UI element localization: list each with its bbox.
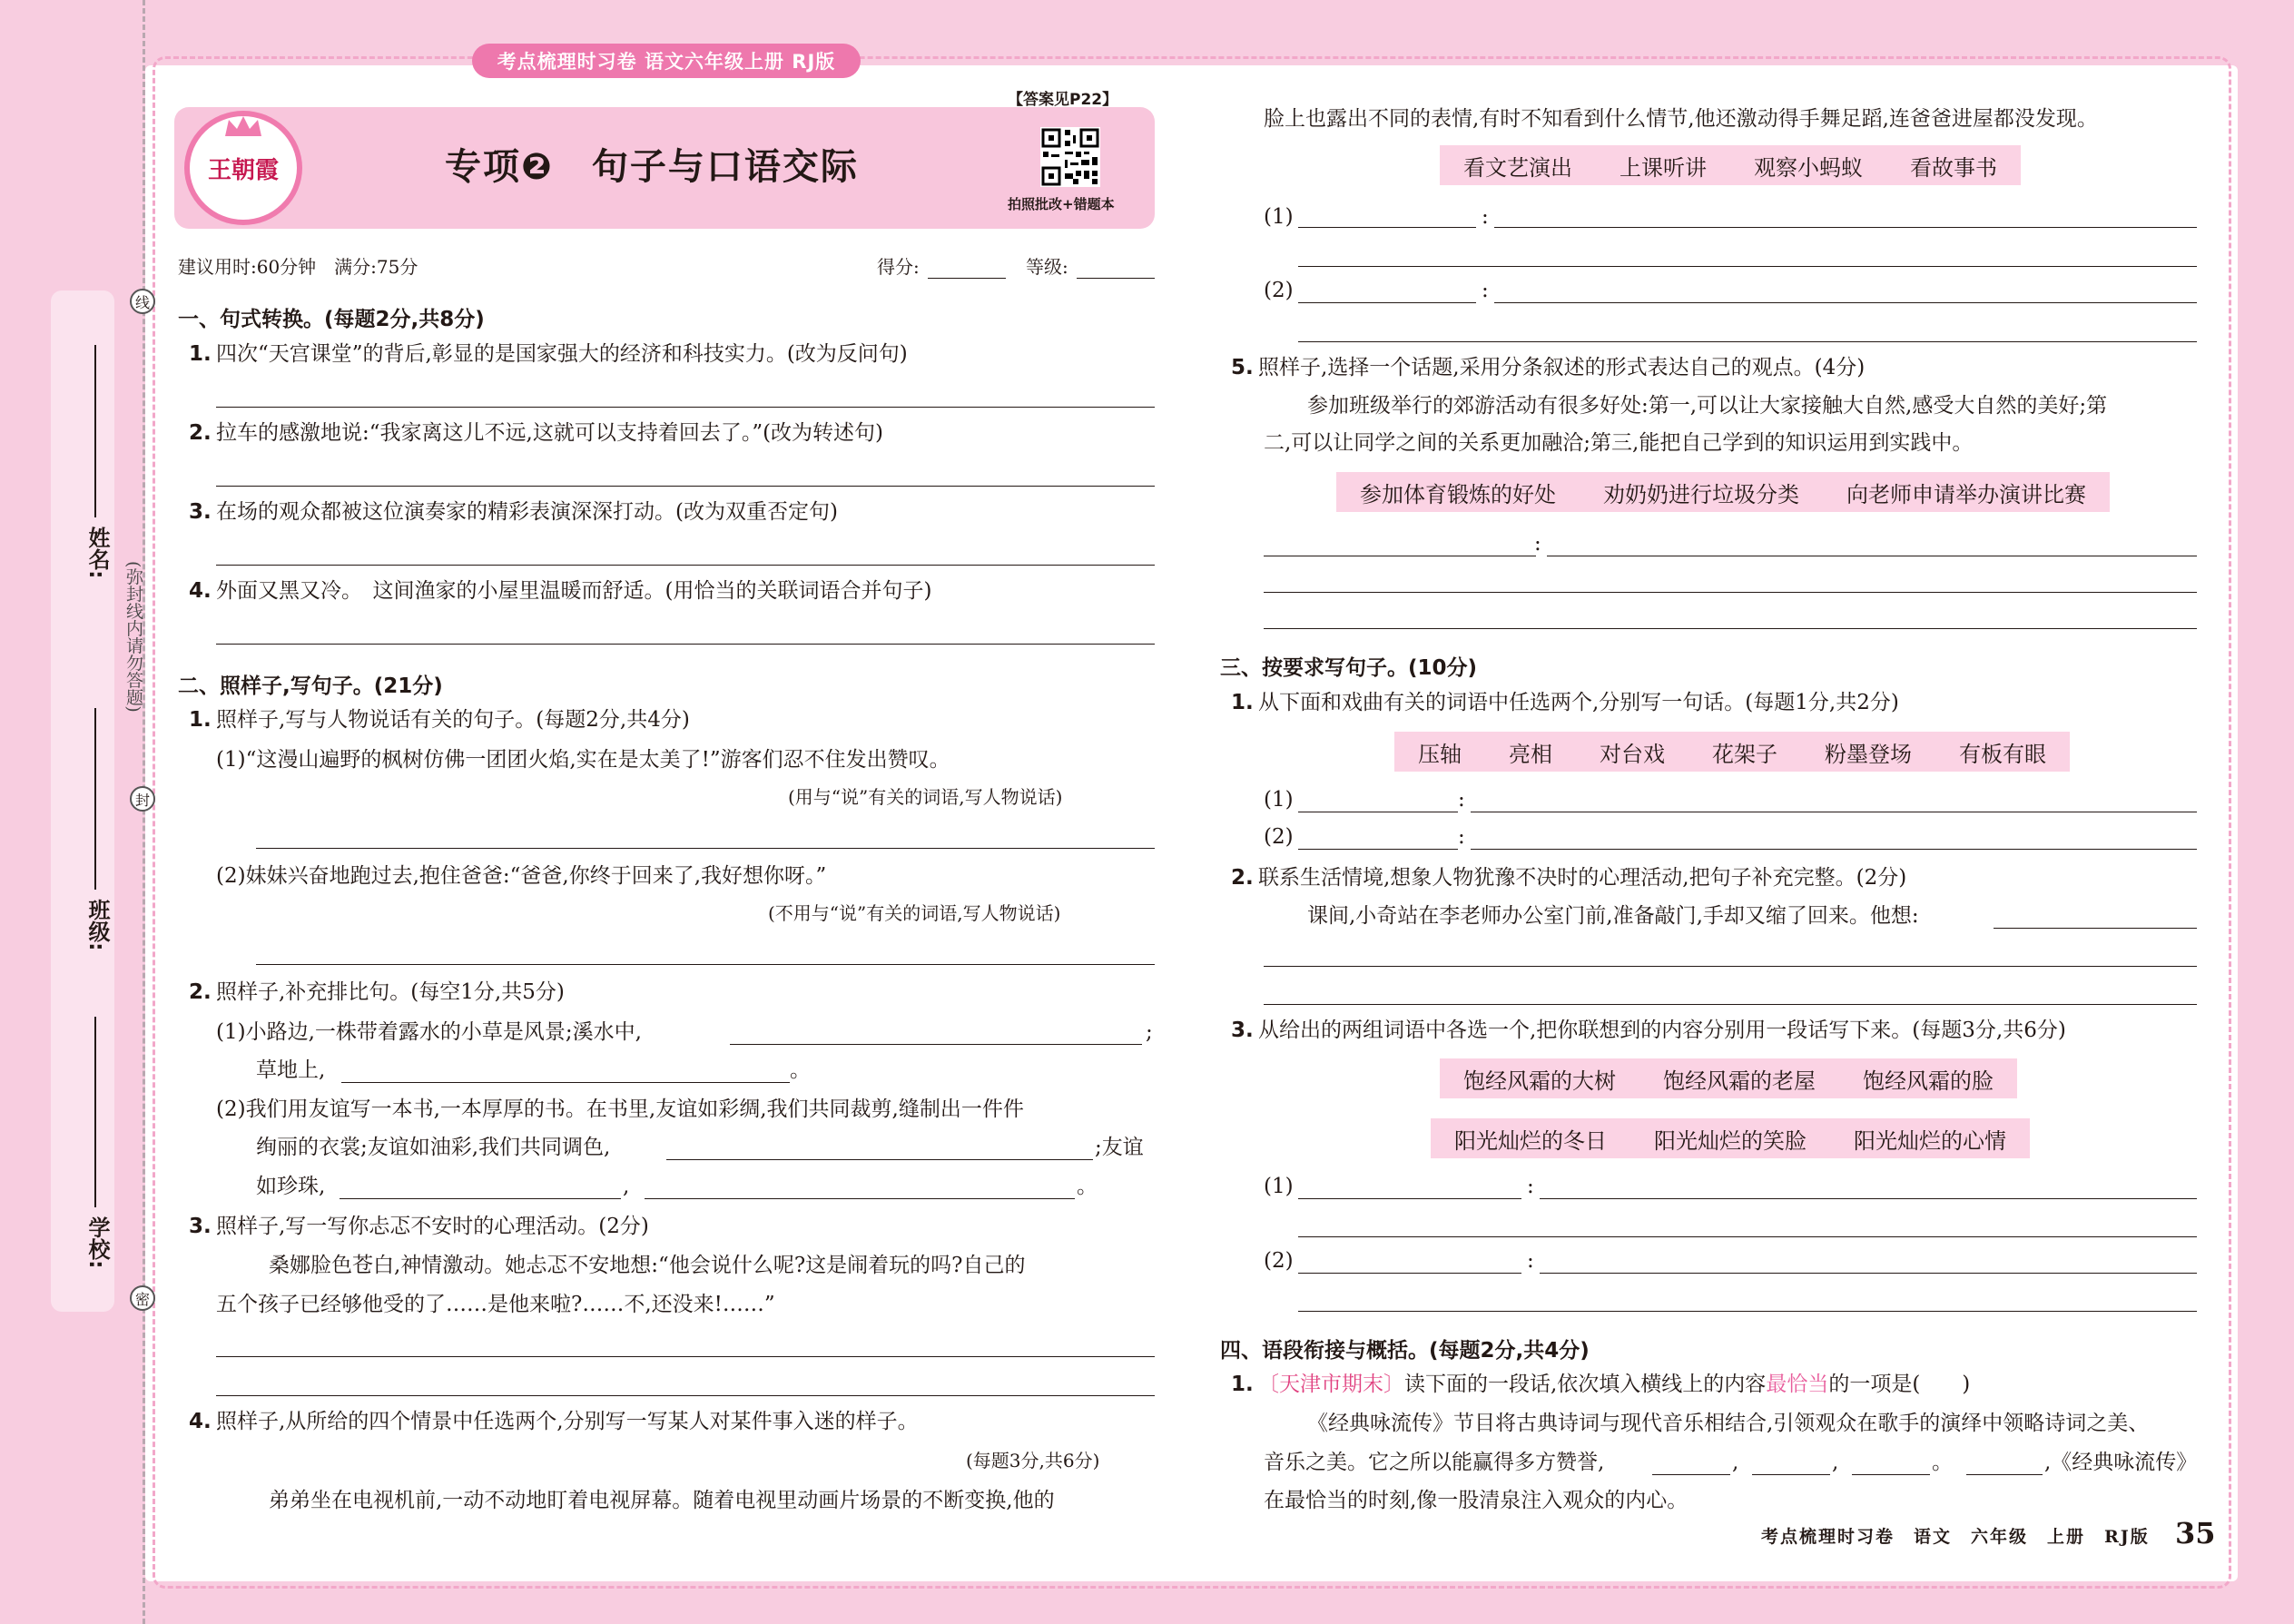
d1-number: 1. [1231, 1373, 1254, 1396]
b3-answer-1-word[interactable] [1298, 1198, 1521, 1199]
q3-answer-line[interactable] [216, 565, 1155, 566]
section-3-heading: 三、按要求写句子。(10分) [1220, 656, 1478, 680]
school-field[interactable] [94, 1017, 96, 1207]
sunny-option: 阳光灿烂的冬日 [1454, 1127, 1607, 1154]
section-1-heading: 一、句式转换。(每题2分,共8分) [178, 308, 485, 331]
answer-reference: 【答案见P22】 [1008, 91, 1118, 109]
scenario-option: 上课听讲 [1620, 154, 1707, 181]
b2-prompt: 课间,小奇站在李老师办公室门前,准备敲门,手却又缩了回来。他想: [1307, 904, 1919, 928]
source-badge: 〔天津市期末〕 [1258, 1373, 1404, 1396]
weathered-option: 饱经风霜的脸 [1863, 1068, 1994, 1094]
b1-answer-2-colon: : [1458, 825, 1465, 849]
crown-icon [223, 114, 263, 138]
a4-answer-1-label: (1) [1264, 205, 1294, 229]
b1-answer-1-label: (1) [1264, 788, 1294, 812]
a5-text: 照样子,选择一个话题,采用分条叙述的形式表达自己的观点。(4分) [1258, 356, 1866, 379]
opera-word: 花架子 [1712, 741, 1777, 767]
a2-2-blank-2[interactable] [340, 1198, 621, 1199]
opera-word: 对台戏 [1600, 741, 1665, 767]
a1-2-text: (2)妹妹兴奋地跑过去,抱住爸爸:“爸爸,你终于回来了,我好想你呀。” [216, 864, 827, 888]
a1-number: 1. [189, 708, 212, 732]
q3-number: 3. [189, 500, 212, 524]
a2-number: 2. [189, 980, 212, 1004]
seal-mark-seal: 封 [130, 786, 155, 812]
a4-answer-1-colon: : [1482, 205, 1489, 229]
class-label: 班级: [84, 899, 110, 951]
a2-text: 照样子,补充排比句。(每空1分,共5分) [216, 980, 565, 1004]
opera-word: 粉墨登场 [1825, 741, 1912, 767]
b3-answer-2-line-1[interactable] [1540, 1273, 2197, 1274]
a3-text: 照样子,写一写你忐忑不安时的心理活动。(2分) [216, 1215, 649, 1238]
a3-number: 3. [189, 1215, 212, 1238]
footer-text: 考点梳理时习卷 语文 六年级 上册 RJ版 [1761, 1527, 2150, 1547]
a5-example-2: 二,可以让同学之间的关系更加融洽;第三,能把自己学到的知识运用到实践中。 [1264, 431, 1974, 455]
a5-colon: : [1534, 532, 1541, 556]
a2-2-blank-1[interactable] [666, 1159, 1093, 1160]
opera-word: 亮相 [1509, 741, 1552, 767]
a2-2-text-b: 绚丽的衣裳;友谊如油彩,我们共同调色, [256, 1136, 611, 1159]
d1-text-b: 的一项是( ) [1828, 1373, 1971, 1396]
q2-number: 2. [189, 421, 212, 445]
a5-example-1: 参加班级举行的郊游活动有很多好处:第一,可以让大家接触大自然,感受大自然的美好;第 [1307, 394, 2108, 418]
q1-number: 1. [189, 342, 212, 366]
a2-1-blank-1[interactable] [730, 1044, 1142, 1045]
seal-mark-line: 线 [130, 289, 155, 314]
b1-answer-2-line[interactable] [1471, 849, 2197, 850]
sunny-options [1431, 1118, 2030, 1158]
d1-sep-1: , [1732, 1451, 1739, 1474]
class-field[interactable] [94, 708, 96, 890]
time-and-score: 建议用时:60分钟 满分:75分 [178, 256, 418, 278]
a5-answer-line-2[interactable] [1264, 592, 2197, 593]
a3-answer-line-2[interactable] [216, 1395, 1155, 1396]
d1-passage-3: 在最恰当的时刻,像一股清泉注入观众的内心。 [1264, 1489, 1689, 1512]
series-tag: 考点梳理时习卷 语文六年级上册 RJ版 [472, 44, 861, 78]
scenario-options [1440, 145, 2021, 185]
school-label: 学校: [84, 1216, 110, 1269]
b1-number: 1. [1231, 691, 1254, 714]
b2-answer-line-2[interactable] [1264, 1004, 2197, 1005]
weathered-options [1440, 1058, 2017, 1098]
d1-highlight: 最恰当 [1766, 1373, 1829, 1396]
a2-1-text: (1)小路边,一株带着露水的小草是风景;溪水中, [216, 1020, 642, 1044]
a1-1-requirement: (用与“说”有关的词语,写人物说话) [788, 786, 1063, 808]
q3-text: 在场的观众都被这位演奏家的精彩表演深深打动。(改为双重否定句) [216, 500, 838, 524]
b2-blank[interactable] [1994, 928, 2197, 929]
sunny-option: 阳光灿烂的心情 [1854, 1127, 2006, 1154]
name-label: 姓名: [84, 527, 110, 579]
a2-1-blank-2[interactable] [341, 1082, 790, 1083]
page-border [153, 56, 2231, 1589]
b3-answer-2-line-2[interactable] [1298, 1311, 2197, 1312]
a4-answer-1-line-1[interactable] [1494, 227, 2197, 228]
weathered-option: 饱经风霜的老屋 [1663, 1068, 1816, 1094]
weathered-option: 饱经风霜的大树 [1463, 1068, 1616, 1094]
a4-answer-2-scenario[interactable] [1298, 302, 1476, 303]
b1-answer-2-word[interactable] [1298, 849, 1458, 850]
a4-answer-1-line-2[interactable] [1298, 266, 2197, 267]
b2-answer-line-1[interactable] [1264, 966, 2197, 967]
d1-blank-2[interactable] [1752, 1474, 1830, 1475]
score-label: 得分: [877, 256, 920, 278]
d1-passage-2a: 音乐之美。它之所以能赢得多方赞誉, [1264, 1451, 1605, 1474]
a2-1-end-b: 。 [790, 1058, 811, 1082]
a2-2-blank-3[interactable] [645, 1198, 1075, 1199]
a3-answer-line-1[interactable] [216, 1356, 1155, 1357]
a4-number: 4. [189, 1410, 212, 1433]
a2-2-end-c: 。 [1077, 1175, 1098, 1198]
b3-text: 从给出的两组词语中各选一个,把你联想到的内容分别用一段话写下来。(每题3分,共6分) [1258, 1019, 2066, 1042]
a4-score: (每题3分,共6分) [966, 1450, 1100, 1471]
b2-text: 联系生活情境,想象人物犹豫不决时的心理活动,把句子补充完整。(2分) [1258, 866, 1907, 890]
page-number: 35 [2175, 1516, 2216, 1550]
a1-1-text: (1)“这漫山遍野的枫树仿佛一团团火焰,实在是太美了!”游客们忍不住发出赞叹。 [216, 748, 950, 772]
sunny-option: 阳光灿烂的笑脸 [1654, 1127, 1807, 1154]
d1-blank-3[interactable] [1852, 1474, 1930, 1475]
score-field[interactable] [928, 278, 1006, 279]
topic-option: 向老师申请举办演讲比赛 [1846, 481, 2086, 507]
level-field[interactable] [1077, 278, 1155, 279]
opera-word: 有板有眼 [1959, 741, 2046, 767]
b3-answer-2-label: (2) [1264, 1249, 1294, 1273]
d1-blank-4[interactable] [1966, 1474, 2043, 1475]
b3-answer-1-colon: : [1527, 1175, 1534, 1198]
a4-answer-2-line-2[interactable] [1298, 341, 2197, 342]
a1-text: 照样子,写与人物说话有关的句子。(每题2分,共4分) [216, 708, 690, 732]
a3-example-1: 桑娜脸色苍白,神情激动。她忐忑不安地想:“他会说什么呢?这是闹着玩的吗?自己的 [269, 1254, 1026, 1277]
scenario-option: 观察小蚂蚁 [1754, 154, 1863, 181]
a2-2-mid-c: , [623, 1175, 630, 1198]
a4-example-2: 脸上也露出不同的表情,有时不知看到什么情节,他还激动得手舞足蹈,连爸爸进屋都没发现。 [1264, 107, 2098, 131]
seal-note: (弥封线内请勿答题) [123, 561, 143, 713]
a4-text: 照样子,从所给的四个情景中任选两个,分别写一写某人对某件事入迷的样子。 [216, 1410, 919, 1433]
d1-text-a: 读下面的一段话,依次填入横线上的内容 [1404, 1373, 1767, 1396]
qr-code-icon[interactable] [1040, 127, 1100, 187]
scenario-option: 看文艺演出 [1463, 154, 1572, 181]
b3-answer-2-word[interactable] [1298, 1273, 1521, 1274]
b3-answer-1-label: (1) [1264, 1175, 1294, 1198]
b3-answer-1-line-2[interactable] [1298, 1236, 2197, 1237]
page-title: 专项❷ 句子与口语交际 [445, 146, 859, 188]
q1-text: 四次“天宫课堂”的背后,彰显的是国家强大的经济和科技实力。(改为反问句) [216, 342, 908, 366]
a4-answer-2-label: (2) [1264, 279, 1294, 302]
a2-2-text: (2)我们用友谊写一本书,一本厚厚的书。在书里,友谊如彩绸,我们共同裁剪,缝制出一件件 [216, 1097, 1024, 1121]
topic-option: 参加体育锻炼的好处 [1360, 481, 1556, 507]
a1-2-answer-line[interactable] [256, 964, 1155, 965]
a5-number: 5. [1231, 356, 1254, 379]
q2-text: 拉车的感激地说:“我家离这儿不远,这就可以支持着回去了。”(改为转述句) [216, 421, 884, 445]
d1-passage-1: 《经典咏流传》节目将古典诗词与现代音乐相结合,引领观众在歌手的演绎中领略诗词之美、 [1307, 1412, 2150, 1435]
a2-1-end: ; [1146, 1020, 1153, 1044]
a3-example-2: 五个孩子已经够他受的了……是他来啦?……不,还没来!……” [216, 1293, 775, 1316]
a1-1-answer-line[interactable] [256, 848, 1155, 849]
b1-answer-2-label: (2) [1264, 825, 1294, 849]
d1-blank-1[interactable] [1652, 1474, 1730, 1475]
b1-answer-1-colon: : [1458, 788, 1465, 812]
b3-number: 3. [1231, 1019, 1254, 1042]
a4-answer-1-scenario[interactable] [1298, 227, 1476, 228]
a4-example-1: 弟弟坐在电视机前,一动不动地盯着电视屏幕。随着电视里动画片场景的不断变换,他的 [269, 1489, 1055, 1512]
q4-answer-line[interactable] [216, 644, 1155, 645]
d1-sep-2: , [1832, 1451, 1839, 1474]
a2-2-text-c: 如珍珠, [256, 1175, 326, 1198]
topic-options [1336, 472, 2110, 512]
a1-2-requirement: (不用与“说”有关的词语,写人物说话) [768, 902, 1061, 924]
opera-word: 压轴 [1418, 741, 1462, 767]
b2-number: 2. [1231, 866, 1254, 890]
seal-mark-secret: 密 [130, 1285, 155, 1311]
b3-answer-2-colon: : [1527, 1249, 1534, 1273]
student-info-sidebar [51, 290, 114, 1312]
topic-option: 劝奶奶进行垃圾分类 [1603, 481, 1799, 507]
level-label: 等级: [1026, 256, 1068, 278]
b3-answer-1-line-1[interactable] [1540, 1198, 2197, 1199]
section-2-heading: 二、照样子,写句子。(21分) [178, 674, 443, 698]
name-field[interactable] [94, 345, 96, 517]
scenario-option: 看故事书 [1910, 154, 1997, 181]
a2-2-end-b: ;友谊 [1095, 1136, 1144, 1159]
logo-text: 王朝霞 [207, 157, 279, 184]
d1-sep-3: 。 [1932, 1451, 1953, 1474]
a2-1-text-b: 草地上, [256, 1058, 326, 1082]
opera-word-options [1394, 732, 2070, 772]
d1-question [1258, 1373, 1970, 1398]
q4-text: 外面又黑又冷。 这间渔家的小屋里温暖而舒适。(用恰当的关联词语合并句子) [216, 579, 932, 603]
qr-caption: 拍照批改+错题本 [1008, 196, 1115, 212]
d1-passage-2e: ,《经典咏流传》 [2044, 1451, 2198, 1474]
q2-answer-line[interactable] [216, 486, 1155, 487]
b1-text: 从下面和戏曲有关的词语中任选两个,分别写一句话。(每题1分,共2分) [1258, 691, 1899, 714]
section-4-heading: 四、语段衔接与概括。(每题2分,共4分) [1220, 1339, 1590, 1363]
a4-answer-2-line-1[interactable] [1494, 302, 2197, 303]
a5-answer-line-3[interactable] [1264, 628, 2197, 629]
q1-answer-line[interactable] [216, 407, 1155, 408]
a4-answer-2-colon: : [1482, 279, 1489, 302]
q4-number: 4. [189, 579, 212, 603]
